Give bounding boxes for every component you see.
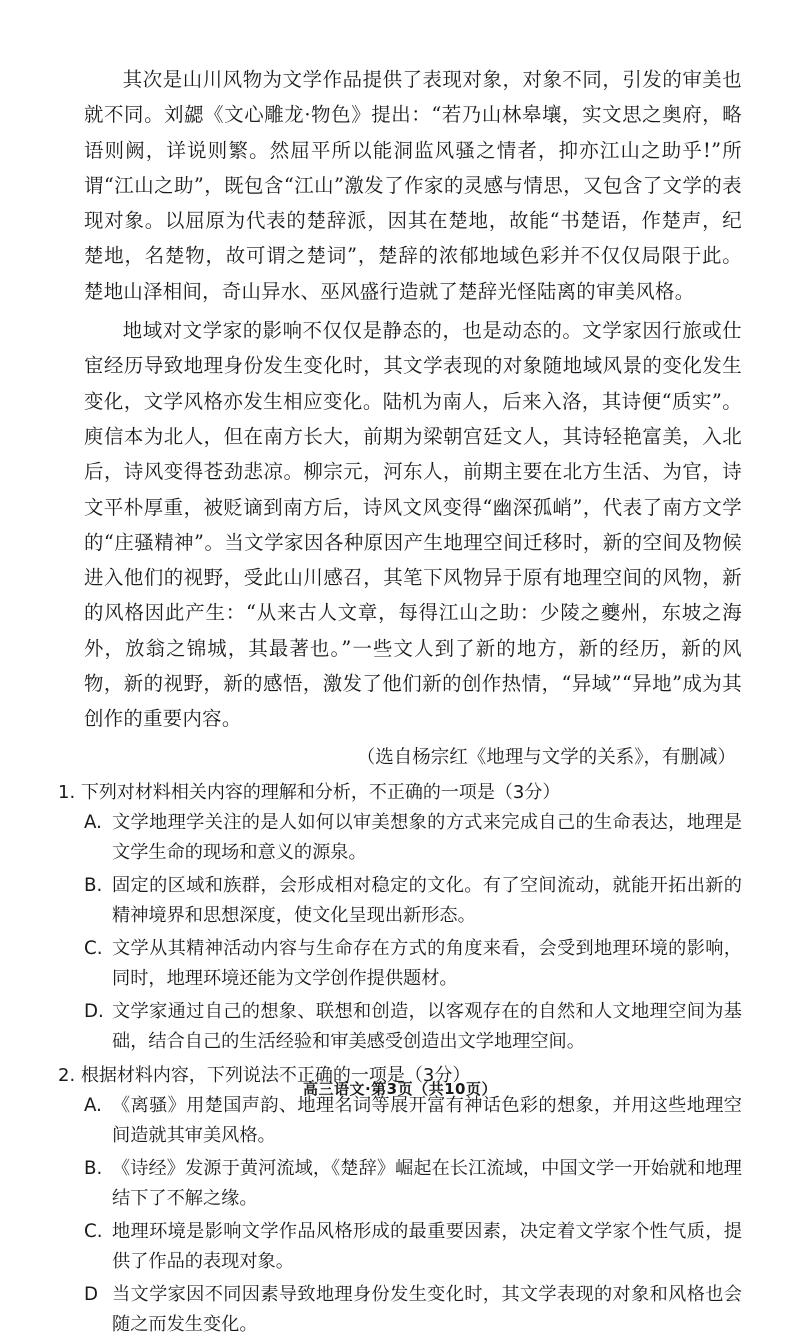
question-1	[58, 777, 742, 1058]
option-text: 当文学家因不同因素导致地理身份发生变化时，其文学表现的对象和风格也会随之而发生变化。	[112, 1283, 742, 1336]
passage-source: （选自杨宗红《地理与文学的关系》，有删减）	[356, 746, 736, 768]
question-2-stem: 2. 根据材料内容，下列说法不正确的一项是（3分）	[58, 1064, 471, 1086]
passage-paragraph-2: 地域对文学家的影响不仅仅是静态的，也是动态的。文学家因行旅或仕宦经历导致地理身份发生变化时，其文学表现的对象随地域风景的变化发生变化，文学风格亦发生相应变化。陆机为南人，后来入洛，其诗便“质实”。庾信本为北人，但在南方长大，前期为梁朝宫廷文人，其诗轻艳富美，入北后，诗风变得苍劲悲凉。柳宗元，河东人，前期主要在北方生活、为官，诗文平朴厚重，被贬谪到南方后，诗风文风变得“幽深孤峭”，代表了南方文学的“庄骚精神”。当文学家因各种原因产生地理空间迁移时，新的空间及物候进入他们的视野，受此山川感召，其笔下风物异于原有地理空间的风物，新的风格因此产生：“从来古人文章，每得江山之助：少陵之夔州，东坡之海外，放翁之锦城，其最著也。”一些文人到了新的地方，新的经历，新的风物，新的视野，新的感悟，激发了他们新的创作热情，“异域”“异地”成为其创作的重要内容。	[84, 319, 742, 731]
question-2-option-a	[84, 1091, 742, 1152]
option-letter: A.	[84, 1094, 102, 1116]
option-letter: D	[84, 1283, 99, 1305]
option-letter: D.	[84, 1000, 104, 1022]
passage-paragraph-1: 其次是山川风物为文学作品提供了表现对象，对象不同，引发的审美也就不同。刘勰《文心雕龙·物色》提出：“若乃山林皋壤，实文思之奥府，略语则阙，详说则繁。然屈平所以能洞监风骚之情者，抑亦江山之助乎!”所谓“江山之助”，既包含“江山”激发了作家的灵感与情思，又包含了文学的表现对象。以屈原为代表的楚辞派，因其在楚地，故能“书楚语，作楚声，纪楚地，名楚物，故可谓之楚词”，楚辞的浓郁地域色彩并不仅仅局限于此。楚地山泽相间，奇山异水、巫风盛行造就了楚辞光怪陆离的审美风格。	[84, 68, 742, 303]
option-letter: C.	[84, 937, 103, 959]
option-letter: B.	[84, 1157, 103, 1179]
question-1-option-b	[84, 871, 742, 932]
question-2-option-c	[84, 1217, 742, 1278]
option-text: 地理环境是影响文学作品风格形成的最重要因素，决定着文学家个性气质，提供了作品的表现对象。	[112, 1220, 742, 1273]
option-text: 文学地理学关注的是人如何以审美想象的方式来完成自己的生命表达，地理是文学生命的现场和意义的源泉。	[112, 811, 742, 864]
question-1-stem: 1. 下列对材料相关内容的理解和分析，不正确的一项是（3分）	[58, 781, 561, 803]
option-text: 《离骚》用楚国声韵、地理名词等展开富有神话色彩的想象，并用这些地理空间造就其审美风格。	[112, 1094, 742, 1147]
question-2	[58, 1060, 742, 1341]
option-letter: B.	[84, 874, 103, 896]
option-letter: C.	[84, 1220, 103, 1242]
question-1-option-d	[84, 997, 742, 1058]
question-1-option-a	[84, 808, 742, 869]
option-letter: A.	[84, 811, 102, 833]
option-text: 文学家通过自己的想象、联想和创造，以客观存在的自然和人文地理空间为基础，结合自己的生活经验和审美感受创造出文学地理空间。	[112, 1000, 742, 1053]
reading-passage	[84, 62, 742, 775]
page-footer: 高三语文·第3页（共10页）	[302, 1080, 497, 1098]
question-1-option-c	[84, 934, 742, 995]
option-text: 《诗经》发源于黄河流域，《楚辞》崛起在长江流域，中国文学一开始就和地理结下了不解之缘。	[112, 1157, 742, 1210]
option-text: 固定的区域和族群，会形成相对稳定的文化。有了空间流动，就能开拓出新的精神境界和思想深度，使文化呈现出新形态。	[112, 874, 742, 927]
option-text: 文学从其精神活动内容与生命存在方式的角度来看，会受到地理环境的影响，同时，地理环境还能为文学创作提供题材。	[112, 937, 742, 990]
question-2-option-b	[84, 1154, 742, 1215]
question-2-option-d	[84, 1280, 742, 1341]
